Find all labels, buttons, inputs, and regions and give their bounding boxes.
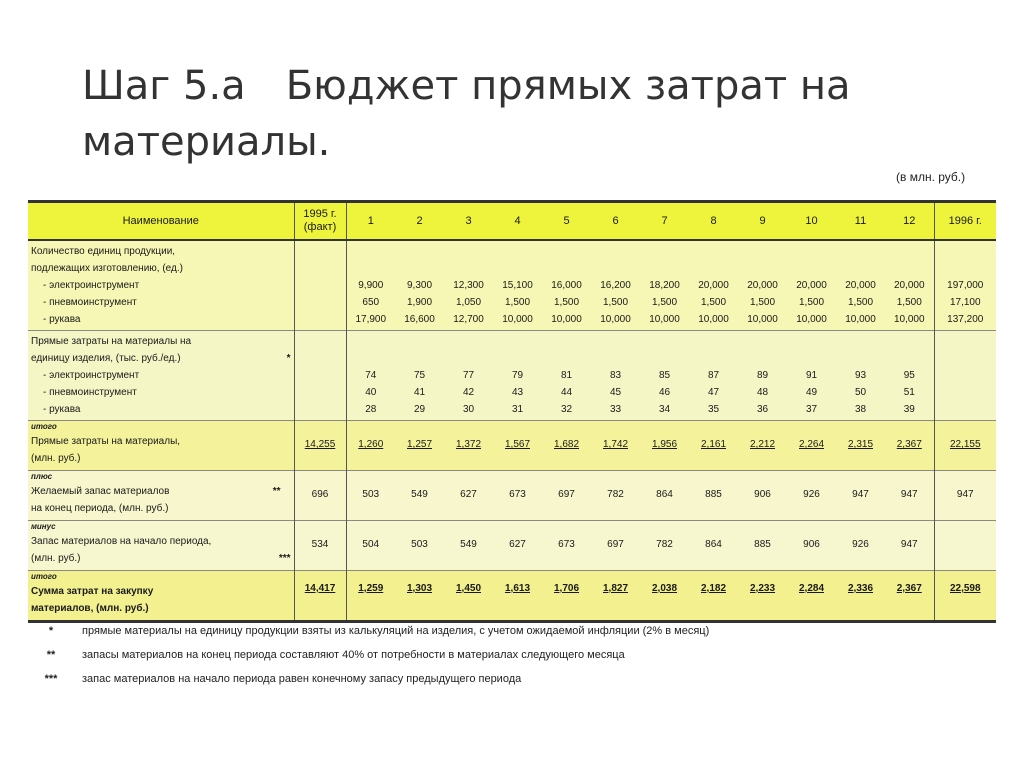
purchase-total-1996: 22,598 xyxy=(934,571,996,622)
direct-total-month: 1,260 xyxy=(346,421,395,471)
header-1995: 1995 г. (факт) xyxy=(294,202,346,241)
qty-1996: 197,000 17,100 137,200 xyxy=(934,240,996,331)
qty-section-row xyxy=(28,240,996,331)
qty-month-6: 16,200 1,500 10,000 xyxy=(591,240,640,331)
unit-cost-month-12: 95 51 39 xyxy=(885,331,934,421)
direct-total-month: 1,257 xyxy=(395,421,444,471)
title-line-1: Бюджет прямых затрат на xyxy=(285,63,851,109)
qty-month-12: 20,000 1,500 10,000 xyxy=(885,240,934,331)
purchase-total-month: 1,827 xyxy=(591,571,640,622)
footnote-text: прямые материалы на единицу продукции взяты из калькуляций на изделия, с учетом ожидаемой инфляции (2% в месяц) xyxy=(82,625,710,637)
desired-stock-month: 947 xyxy=(836,471,885,521)
header-month: 8 xyxy=(689,202,738,241)
header-month: 1 xyxy=(346,202,395,241)
purchase-total-month: 1,450 xyxy=(444,571,493,622)
purchase-total-month: 1,259 xyxy=(346,571,395,622)
direct-total-1995: 14,255 xyxy=(294,421,346,471)
desired-stock-month: 673 xyxy=(493,471,542,521)
qty-month-2: 9,300 1,900 16,600 xyxy=(395,240,444,331)
opening-stock-month: 864 xyxy=(689,521,738,571)
desired-stock-month: 697 xyxy=(542,471,591,521)
unit-cost-month-2: 75 41 29 xyxy=(395,331,444,421)
unit-cost-1995 xyxy=(294,331,346,421)
purchase-total-label: итого Сумма затрат на закупку материалов, (млн. руб.) xyxy=(28,571,294,622)
unit-cost-1996 xyxy=(934,331,996,421)
desired-stock-month: 906 xyxy=(738,471,787,521)
desired-stock-1995: 696 xyxy=(294,471,346,521)
direct-total-month: 2,315 xyxy=(836,421,885,471)
desired-stock-1996: 947 xyxy=(934,471,996,521)
unit-cost-month-9: 89 48 36 xyxy=(738,331,787,421)
header-1996: 1996 г. xyxy=(934,202,996,241)
opening-stock-month: 697 xyxy=(591,521,640,571)
direct-total-1996: 22,155 xyxy=(934,421,996,471)
footnote xyxy=(36,649,956,673)
purchase-total-month: 2,182 xyxy=(689,571,738,622)
qty-month-4: 15,100 1,500 10,000 xyxy=(493,240,542,331)
purchase-total-month: 1,706 xyxy=(542,571,591,622)
desired-stock-month: 864 xyxy=(640,471,689,521)
header-month: 3 xyxy=(444,202,493,241)
direct-total-row xyxy=(28,421,996,471)
header-month: 6 xyxy=(591,202,640,241)
direct-total-month: 2,367 xyxy=(885,421,934,471)
header-month: 12 xyxy=(885,202,934,241)
desired-stock-month: 503 xyxy=(346,471,395,521)
direct-total-label: итого Прямые затраты на материалы, (млн. руб.) xyxy=(28,421,294,471)
unit-cost-month-4: 79 43 31 xyxy=(493,331,542,421)
purchase-total-month: 1,303 xyxy=(395,571,444,622)
qty-month-3: 12,300 1,050 12,700 xyxy=(444,240,493,331)
unit-cost-month-1: 74 40 28 xyxy=(346,331,395,421)
unit-cost-month-10: 91 49 37 xyxy=(787,331,836,421)
unit-cost-month-8: 87 47 35 xyxy=(689,331,738,421)
direct-total-month: 2,212 xyxy=(738,421,787,471)
header-month: 10 xyxy=(787,202,836,241)
header-month: 11 xyxy=(836,202,885,241)
opening-stock-month: 627 xyxy=(493,521,542,571)
footnote-text: запас материалов на начало периода равен конечному запасу предыдущего периода xyxy=(82,673,522,685)
purchase-total-month: 2,336 xyxy=(836,571,885,622)
desired-stock-label: плюс Желаемый запас материалов ** на конец периода, (млн. руб.) xyxy=(28,471,294,521)
desired-stock-month: 782 xyxy=(591,471,640,521)
header-month: 2 xyxy=(395,202,444,241)
opening-stock-month: 673 xyxy=(542,521,591,571)
purchase-total-month: 2,284 xyxy=(787,571,836,622)
direct-total-month: 1,956 xyxy=(640,421,689,471)
qty-month-10: 20,000 1,500 10,000 xyxy=(787,240,836,331)
opening-stock-1995: 534 xyxy=(294,521,346,571)
opening-stock-month: 906 xyxy=(787,521,836,571)
qty-month-11: 20,000 1,500 10,000 xyxy=(836,240,885,331)
desired-stock-month: 627 xyxy=(444,471,493,521)
qty-1995 xyxy=(294,240,346,331)
qty-month-7: 18,200 1,500 10,000 xyxy=(640,240,689,331)
purchase-total-month: 1,613 xyxy=(493,571,542,622)
footnote-mark: ** xyxy=(46,649,56,661)
unit-cost-month-3: 77 42 30 xyxy=(444,331,493,421)
unit-cost-section-row xyxy=(28,331,996,421)
header-month: 5 xyxy=(542,202,591,241)
step-label: Шаг 5.а xyxy=(82,63,246,109)
footnotes xyxy=(36,625,956,697)
footnote xyxy=(36,673,956,697)
qty-month-9: 20,000 1,500 10,000 xyxy=(738,240,787,331)
opening-stock-1996 xyxy=(934,521,996,571)
unit-cost-month-6: 83 45 33 xyxy=(591,331,640,421)
desired-stock-month: 885 xyxy=(689,471,738,521)
footnote-mark: * xyxy=(48,625,54,637)
opening-stock-month: 782 xyxy=(640,521,689,571)
direct-total-month: 2,264 xyxy=(787,421,836,471)
direct-total-month: 1,372 xyxy=(444,421,493,471)
desired-stock-month: 926 xyxy=(787,471,836,521)
qty-label: Количество единиц продукции, подлежащих изготовлению, (ед.) - электроинструмент - пневмоинструмент - рукава xyxy=(28,240,294,331)
footnote-mark: *** xyxy=(44,673,58,685)
purchase-total-month: 2,233 xyxy=(738,571,787,622)
unit-cost-month-11: 93 50 38 xyxy=(836,331,885,421)
header-name: Наименование xyxy=(28,202,294,241)
purchase-total-month: 2,367 xyxy=(885,571,934,622)
opening-stock-month: 926 xyxy=(836,521,885,571)
direct-total-month: 1,682 xyxy=(542,421,591,471)
opening-stock-month: 503 xyxy=(395,521,444,571)
header-row xyxy=(28,202,996,241)
slide-title xyxy=(82,58,942,170)
direct-total-month: 2,161 xyxy=(689,421,738,471)
desired-stock-month: 947 xyxy=(885,471,934,521)
unit-cost-month-5: 81 44 32 xyxy=(542,331,591,421)
direct-total-month: 1,742 xyxy=(591,421,640,471)
header-month: 7 xyxy=(640,202,689,241)
desired-stock-row xyxy=(28,471,996,521)
qty-month-5: 16,000 1,500 10,000 xyxy=(542,240,591,331)
opening-stock-row xyxy=(28,521,996,571)
purchase-total-1995: 14,417 xyxy=(294,571,346,622)
qty-month-1: 9,900 650 17,900 xyxy=(346,240,395,331)
purchase-total-row xyxy=(28,571,996,622)
budget-table xyxy=(28,200,996,623)
header-month: 9 xyxy=(738,202,787,241)
unit-cost-month-7: 85 46 34 xyxy=(640,331,689,421)
title-line-2: материалы. xyxy=(82,119,331,165)
opening-stock-month: 549 xyxy=(444,521,493,571)
opening-stock-label: минус Запас материалов на начало периода, (млн. руб.) *** xyxy=(28,521,294,571)
qty-month-8: 20,000 1,500 10,000 xyxy=(689,240,738,331)
units-note: (в млн. руб.) xyxy=(896,170,966,184)
footnote xyxy=(36,625,956,649)
desired-stock-month: 549 xyxy=(395,471,444,521)
purchase-total-month: 2,038 xyxy=(640,571,689,622)
direct-total-month: 1,567 xyxy=(493,421,542,471)
unit-cost-label: Прямые затраты на материалы на единицу изделия, (тыс. руб./ед.) * - электроинструмент - пневмоинструмент - рукава xyxy=(28,331,294,421)
opening-stock-month: 885 xyxy=(738,521,787,571)
opening-stock-month: 504 xyxy=(346,521,395,571)
opening-stock-month: 947 xyxy=(885,521,934,571)
header-month: 4 xyxy=(493,202,542,241)
footnote-text: запасы материалов на конец периода составляют 40% от потребности в материалах следующего месяца xyxy=(82,649,625,661)
